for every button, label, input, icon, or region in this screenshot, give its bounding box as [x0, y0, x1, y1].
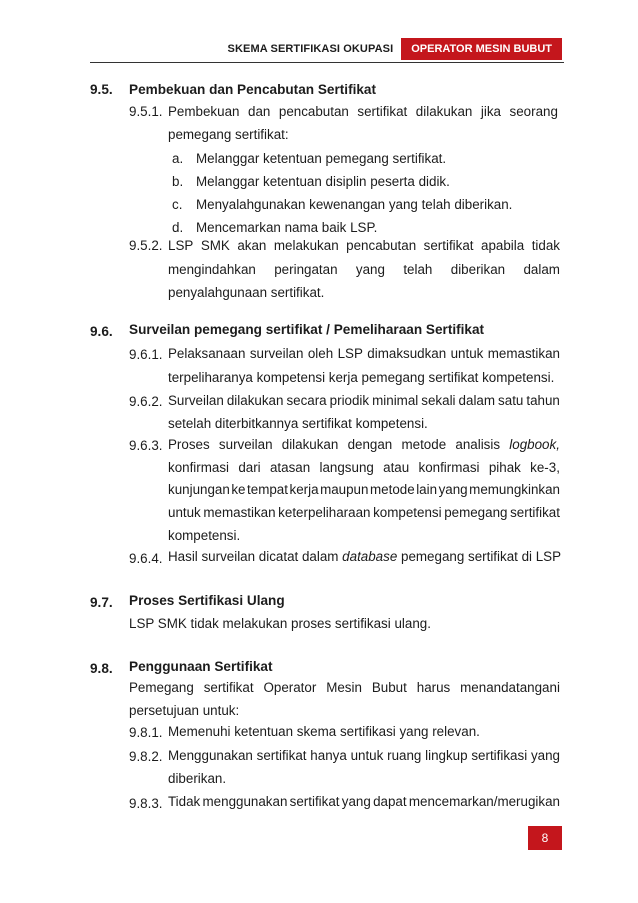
item-9-5-2-number: 9.5.2. [129, 238, 163, 253]
sub-a-marker: a. [172, 151, 184, 166]
section-9-6-number: 9.6. [90, 324, 113, 339]
scheme-label: SKEMA SERTIFIKASI OKUPASI [227, 43, 394, 55]
item-9-5-1-line-2: pemegang sertifikat: [168, 127, 289, 142]
section-9-8-para-line-2: persetujuan untuk: [129, 703, 240, 718]
item-9-5-2-line-2: mengindahkan peringatan yang telah diberikan dalam [168, 262, 560, 277]
item-9-8-1-text: Memenuhi ketentuan skema sertifikasi yang relevan. [168, 724, 480, 739]
sub-d-marker: d. [172, 220, 184, 235]
section-9-8-title: Penggunaan Sertifikat [129, 659, 273, 674]
sub-c-marker: c. [172, 197, 183, 212]
section-9-7-title: Proses Sertifikasi Ulang [129, 593, 285, 608]
sub-d-text: Mencemarkan nama baik LSP. [196, 220, 378, 235]
occupation-badge: OPERATOR MESIN BUBUT [401, 38, 562, 60]
section-9-6-title: Surveilan pemegang sertifikat / Pemeliharaan Sertifikat [129, 322, 485, 337]
section-9-8-para-line-1: Pemegang sertifikat Operator Mesin Bubut harus menandatangani [129, 680, 560, 695]
page-header [228, 38, 562, 60]
item-9-6-3-line-2: konfirmasi dari atasan langsung atau konfirmasi pihak ke-3, [168, 460, 560, 475]
sub-b-text: Melanggar ketentuan disiplin peserta didik. [196, 174, 450, 189]
item-9-8-2-line-1: Menggunakan sertifikat hanya untuk ruang lingkup sertifikasi yang [168, 748, 560, 763]
item-9-8-3-number: 9.8.3. [129, 796, 163, 811]
header-rule [90, 62, 564, 63]
item-9-8-3-line-1: Tidak menggunakan sertifikat yang dapat mencemarkan/merugikan [168, 794, 560, 809]
item-9-5-1-number: 9.5.1. [129, 104, 163, 119]
item-9-5-2-line-1: LSP SMK akan melakukan pencabutan sertifikat apabila tidak [168, 238, 560, 253]
item-9-6-2-line-2: setelah diterbitkannya sertifikat kompetensi. [168, 416, 428, 431]
item-9-6-3-line-5: kompetensi. [168, 528, 241, 543]
sub-b-marker: b. [172, 174, 184, 189]
item-9-8-2-line-2: diberikan. [168, 771, 227, 786]
item-9-6-3-number: 9.6.3. [129, 438, 163, 453]
item-9-6-3-line-4: untuk memastikan keterpeliharaan kompetensi pemegang sertifikat [168, 505, 560, 520]
page-number: 8 [528, 826, 562, 850]
item-9-6-3-line-1: Proses surveilan dilakukan dengan metode analisis logbook, [168, 437, 560, 452]
section-9-7-number: 9.7. [90, 595, 113, 610]
item-9-6-1-line-1: Pelaksanaan surveilan oleh LSP dimaksudkan untuk memastikan [168, 346, 560, 361]
item-9-8-2-number: 9.8.2. [129, 749, 163, 764]
item-9-5-1-line-1: Pembekuan dan pencabutan sertifikat dilakukan jika seorang [168, 104, 558, 119]
item-9-6-4-text: Hasil surveilan dicatat dalam database pemegang sertifikat di LSP [168, 549, 562, 564]
sub-a-text: Melanggar ketentuan pemegang sertifikat. [196, 151, 447, 166]
section-9-5-number: 9.5. [90, 82, 113, 97]
item-9-6-1-line-2: terpeliharanya kompetensi kerja pemegang sertifikat kompetensi. [168, 370, 555, 385]
section-9-7-text: LSP SMK tidak melakukan proses sertifikasi ulang. [129, 616, 431, 631]
item-9-6-4-number: 9.6.4. [129, 551, 163, 566]
sub-c-text: Menyalahgunakan kewenangan yang telah diberikan. [196, 197, 513, 212]
section-9-5-title: Pembekuan dan Pencabutan Sertifikat [129, 82, 377, 97]
item-9-6-1-number: 9.6.1. [129, 347, 163, 362]
item-9-6-2-number: 9.6.2. [129, 394, 163, 409]
item-9-6-3-line-3: kunjungan ke tempat kerja maupun metode lain yang memungkinkan [168, 482, 560, 497]
item-9-8-1-number: 9.8.1. [129, 725, 163, 740]
section-9-8-number: 9.8. [90, 661, 113, 676]
item-9-5-2-line-3: penyalahgunaan sertifikat. [168, 285, 325, 300]
item-9-6-2-line-1: Surveilan dilakukan secara priodik minimal sekali dalam satu tahun [168, 393, 560, 408]
